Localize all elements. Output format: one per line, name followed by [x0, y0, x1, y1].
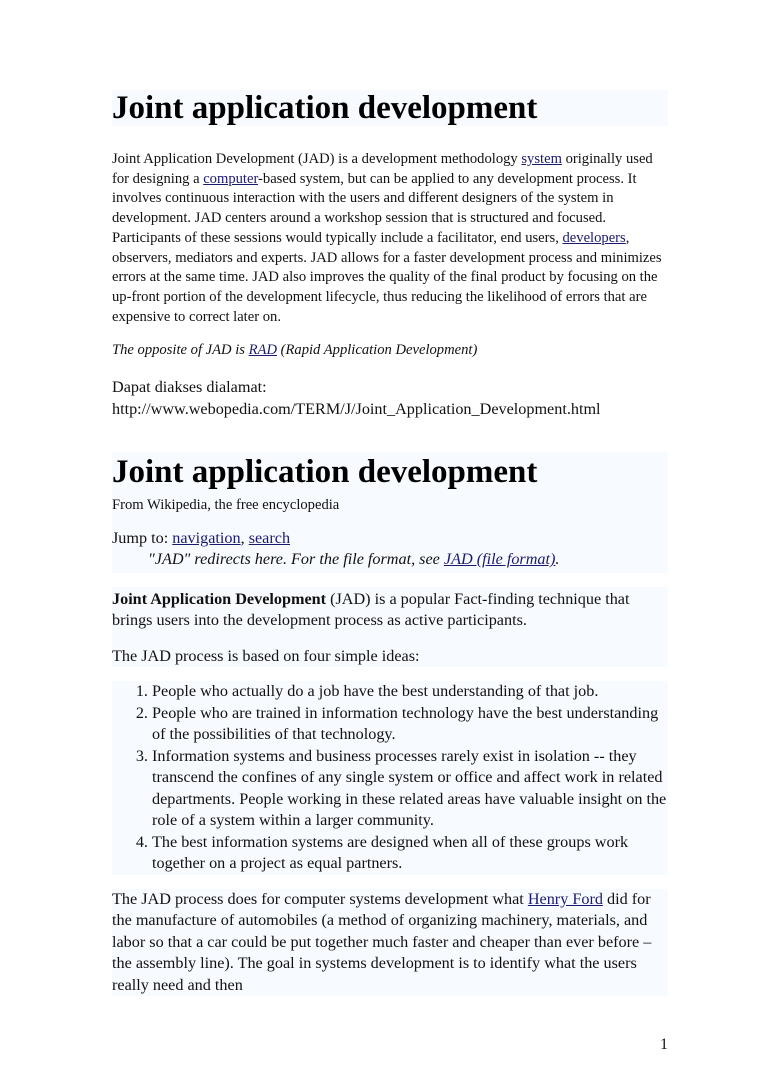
text: -based system, but can be applied to any development process. It involves continuous interaction with the users and different designers of the system in development. JAD centers around a workshop session that is structured and focused. Participants of these sessions would typically include a facilitator, end users, [112, 170, 637, 246]
text: (Rapid Application Development) [276, 342, 478, 359]
source-url: http://www.webopedia.com/TERM/J/Joint_Application_Development.html [112, 399, 601, 418]
text: , [240, 528, 249, 547]
text: "JAD" redirects here. For the file format, see [148, 550, 444, 569]
section1-title: Joint application development [112, 90, 538, 126]
text: From Wikipedia, the free encyclopedia [112, 497, 340, 514]
text: Joint Application Development [112, 589, 327, 608]
link-rad[interactable]: RAD [248, 342, 277, 359]
intro-paragraph [112, 589, 668, 632]
text: Jump to: [112, 528, 173, 547]
ideas-intro: The JAD process is based on four simple ideas: [112, 646, 420, 665]
jump-block [112, 524, 668, 573]
link-computer[interactable]: computer [203, 170, 259, 187]
section1-title-band [112, 90, 668, 126]
source-block [112, 377, 668, 420]
intro-block [112, 587, 668, 668]
text: originally used for designing a [112, 151, 653, 187]
jump-to [112, 528, 668, 550]
source-label: Dapat diakses dialamat: [112, 378, 267, 397]
link-system[interactable]: system [521, 151, 562, 167]
text: (JAD) is a popular Fact-finding technique that brings users into the development process as active participants. [112, 589, 630, 630]
text: . [555, 550, 560, 569]
ideas-list [112, 681, 668, 875]
link-henry-ford[interactable]: Henry Ford [527, 889, 603, 908]
ideas-list-band [112, 681, 668, 875]
list-item: 2. People who are trained in information technology have the best understanding of the possibilities of that technology. [152, 703, 668, 746]
list-item: 3. Information systems and business processes rarely exist in isolation -- they transcend the confines of any single system or office and affect work in related departments. People working in these related areas have valuable insight on the role of a system within a larger community. [152, 746, 668, 832]
from-wikipedia [112, 490, 668, 524]
opposite-note [112, 341, 668, 361]
text: The opposite of JAD is [112, 342, 249, 359]
redirect-note [112, 549, 668, 571]
text: Joint Application Development (JAD) is a development methodology [112, 151, 522, 167]
link-navigation[interactable]: navigation [172, 528, 241, 547]
link-search[interactable]: search [248, 528, 291, 547]
text: , observers, mediators and experts. JAD allows for a faster development process and minimizes errors at the same time. JAD also improves the quality of the final product by focusing on the up-front portion of the development lifecycle, thus reducing the likelihood of errors that are expensive to correct later on. [112, 229, 662, 325]
ford-paragraph [112, 889, 668, 997]
section1-paragraph [112, 150, 668, 327]
link-jad-file-format[interactable]: JAD (file format) [443, 550, 556, 569]
list-item: 1. People who actually do a job have the best understanding of that job. [152, 681, 668, 703]
list-item: 4. The best information systems are designed when all of these groups work together on a project as equal partners. [152, 832, 668, 875]
text: The JAD process does for computer systems development what [112, 889, 528, 908]
link-developers[interactable]: developers [562, 229, 626, 246]
page-number: 1 [660, 1036, 668, 1054]
text: did for the manufacture of automobiles (a method of organizing machinery, materials, and labor so that a car could be put together much faster and cheaper than ever before – the assembly line). The goal in systems development is to identify what the users really need and then [112, 889, 652, 994]
section2-title: Joint application development [112, 454, 538, 491]
section2-title-band [112, 452, 668, 490]
